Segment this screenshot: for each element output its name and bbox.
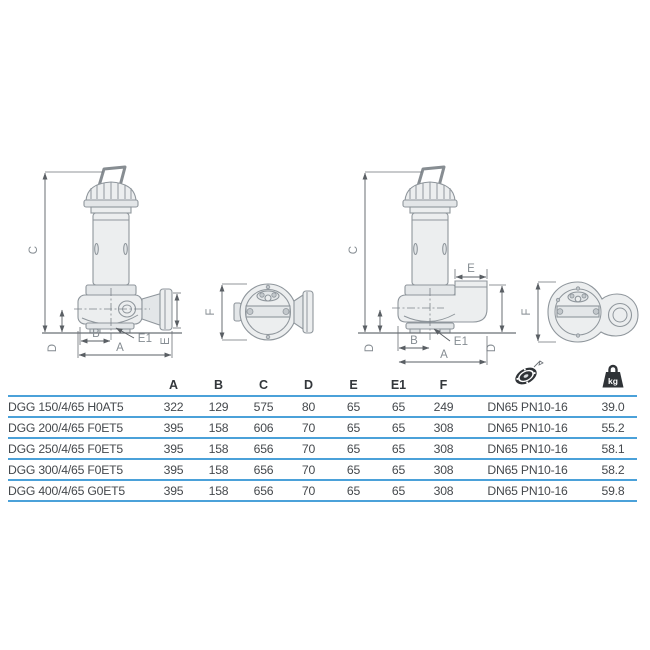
dim-d-cell: 70	[286, 480, 331, 501]
dim-b-cell: 129	[196, 396, 241, 417]
model-cell: DGG 250/4/65 F0ET5	[8, 438, 151, 459]
model-cell: DGG 400/4/65 G0ET5	[8, 480, 151, 501]
dim-label-c: C	[348, 245, 360, 255]
dim-f-cell: 249	[421, 396, 466, 417]
dim-label-d: D	[47, 343, 59, 353]
dim-a-cell: 395	[151, 417, 196, 438]
table-row	[8, 417, 637, 438]
weight-kg-icon	[601, 362, 625, 389]
column-header-f: F	[421, 358, 466, 396]
dim-e1-cell: 65	[376, 438, 421, 459]
weight-cell: 39.0	[589, 396, 637, 417]
flange-cell: DN65 PN10-16	[466, 396, 589, 417]
volute-spiral-view-drawing	[521, 282, 638, 342]
column-header-e1: E1	[376, 358, 421, 396]
column-header-e: E	[331, 358, 376, 396]
table-row	[8, 459, 637, 480]
dim-label-d: D	[486, 343, 498, 353]
spec-table	[8, 358, 639, 502]
dim-d-cell: 70	[286, 459, 331, 480]
dim-b-cell: 158	[196, 459, 241, 480]
column-header-b: B	[196, 358, 241, 396]
dim-f-cell: 308	[421, 459, 466, 480]
dim-a-cell: 395	[151, 438, 196, 459]
dim-e-cell: 65	[331, 438, 376, 459]
flange-cell: DN65 PN10-16	[466, 480, 589, 501]
weight-column-header	[589, 358, 637, 396]
pump-elbow-discharge-drawing	[348, 167, 516, 365]
flange-column-header	[466, 358, 589, 396]
weight-cell: 58.1	[589, 438, 637, 459]
flange-cell: DN65 PN10-16	[466, 459, 589, 480]
weight-cell: 55.2	[589, 417, 637, 438]
dim-label-a: A	[116, 342, 124, 354]
table-header-row	[8, 358, 637, 396]
flange-cell: DN65 PN10-16	[466, 438, 589, 459]
dim-label-b: B	[92, 328, 100, 340]
dim-label-c: C	[28, 245, 40, 255]
kg-unit-label: kg	[608, 376, 618, 386]
table-row	[8, 438, 637, 459]
dim-e1-cell: 65	[376, 417, 421, 438]
dim-label-e1: E1	[453, 336, 469, 348]
column-header-c: C	[241, 358, 286, 396]
dim-label-d: D	[364, 343, 376, 353]
flange-cell: DN65 PN10-16	[466, 417, 589, 438]
dim-label-e: E	[160, 337, 172, 345]
model-cell: DGG 150/4/65 H0AT5	[8, 396, 151, 417]
dim-d-cell: 80	[286, 396, 331, 417]
dim-c-cell: 656	[241, 459, 286, 480]
column-header-d: D	[286, 358, 331, 396]
dim-label-f: F	[521, 308, 533, 316]
weight-cell: 58.2	[589, 459, 637, 480]
dim-c-cell: 656	[241, 438, 286, 459]
dim-b-cell: 158	[196, 438, 241, 459]
dim-e-cell: 65	[331, 480, 376, 501]
column-header-a: A	[151, 358, 196, 396]
dim-label-b: B	[410, 335, 418, 347]
model-cell: DGG 200/4/65 F0ET5	[8, 417, 151, 438]
dim-a-cell: 395	[151, 459, 196, 480]
dim-label-e1: E1	[137, 333, 153, 345]
dim-e-cell: 65	[331, 396, 376, 417]
weight-cell: 59.8	[589, 480, 637, 501]
dim-e-cell: 65	[331, 459, 376, 480]
model-column-header	[8, 358, 151, 396]
dim-a-cell: 322	[151, 396, 196, 417]
table-row	[8, 396, 637, 417]
pump-side-discharge-drawing	[28, 167, 182, 358]
dim-c-cell: 575	[241, 396, 286, 417]
dim-e1-cell: 65	[376, 396, 421, 417]
dim-e1-cell: 65	[376, 480, 421, 501]
dim-d-cell: 70	[286, 417, 331, 438]
dim-label-a: A	[440, 349, 448, 361]
dim-a-cell: 395	[151, 480, 196, 501]
dim-e-cell: 65	[331, 417, 376, 438]
table-row	[8, 480, 637, 501]
dim-b-cell: 158	[196, 417, 241, 438]
dim-d-cell: 70	[286, 438, 331, 459]
dim-label-e: E	[467, 263, 475, 275]
dim-c-cell: 656	[241, 480, 286, 501]
dim-f-cell: 308	[421, 417, 466, 438]
model-cell: DGG 300/4/65 F0ET5	[8, 459, 151, 480]
dim-c-cell: 606	[241, 417, 286, 438]
dim-f-cell: 308	[421, 480, 466, 501]
dim-f-cell: 308	[421, 438, 466, 459]
dim-b-cell: 158	[196, 480, 241, 501]
dim-e1-cell: 65	[376, 459, 421, 480]
dim-label-f: F	[205, 308, 217, 316]
flange-icon	[512, 359, 544, 389]
volute-front-view-drawing	[205, 284, 313, 340]
